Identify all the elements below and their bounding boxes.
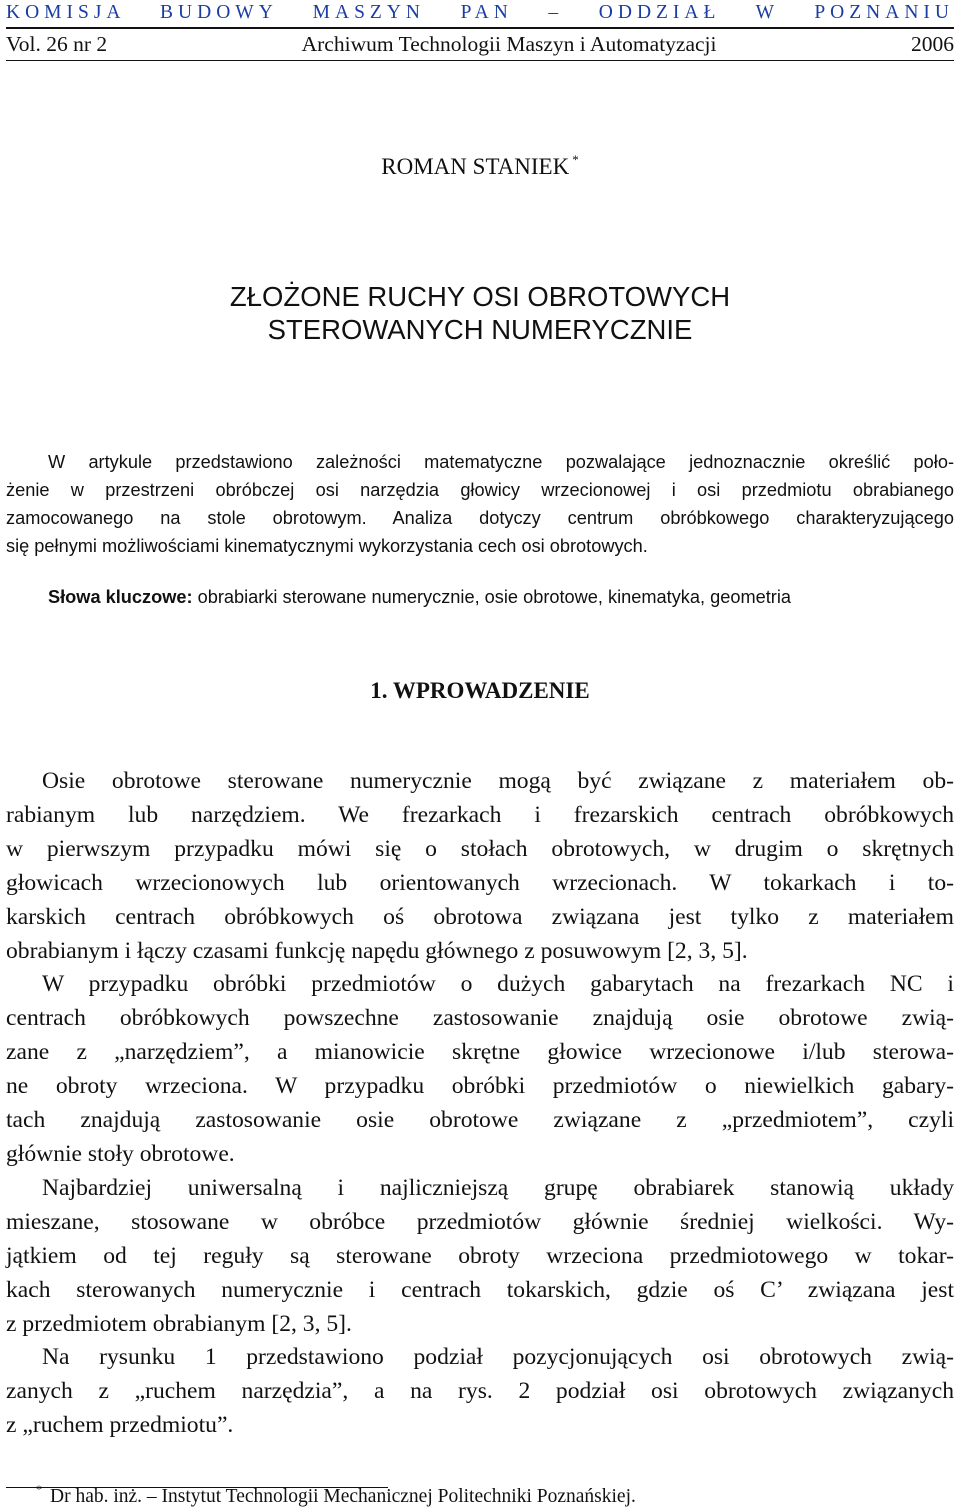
body-line: ne obroty wrzeciona. W przypadku obróbki przedmiotów o niewielkich gabary- [6, 1073, 954, 1100]
body-line: karskich centrach obróbkowych oś obrotowa związana jest tylko z materiałem [6, 903, 954, 930]
abstract-line: zamocowanego na stole obrotowym. Analiza dotyczy centrum obróbkowego charakteryzującego [6, 508, 954, 529]
abstract-line: się pełnymi możliwościami kinematycznymi wykorzystania cech osi obrotowych. [6, 536, 648, 557]
body-line: rabianym lub narzędziem. We frezarkach i frezarskich centrach obróbkowych [6, 801, 954, 828]
body-line: głowicach wrzecionowych lub orientowanych wrzecionach. W tokarkach i to- [6, 869, 954, 896]
abstract-line: W artykule przedstawiono zależności matematyczne pozwalające jednoznacznie określić poło- [48, 452, 954, 472]
title-line-2: STEROWANYCH NUMERYCZNIE [267, 314, 693, 345]
body-line: kach sterowanych numerycznie i centrach tokarskich, gdzie oś C’ związana jest [6, 1276, 954, 1303]
year-label: 2006 [910, 32, 954, 56]
header-rule [6, 27, 954, 29]
journal-header-row [6, 30, 954, 58]
body-line: centrach obróbkowych powszechne zastosowanie znajdują osie obrotowe zwią- [6, 1005, 954, 1032]
footnote [36, 1482, 636, 1508]
body-line: obrabianym i łączy czasami funkcję napędu głównego z posuwowym [2, 3, 5]. [6, 937, 748, 964]
commission-header: KOMISJA BUDOWY MASZYN PAN – ODDZIAŁ W POZNANIU [6, 2, 954, 23]
body-line: Najbardziej uniwersalną i najliczniejszą grupę obrabiarek stanowią układy [42, 1174, 954, 1201]
author-footnote-mark: * [572, 152, 579, 167]
body-line: W przypadku obróbki przedmiotów o dużych gabarytach na frezarkach NC i [42, 971, 954, 998]
abstract [6, 448, 954, 560]
body-line: Na rysunku 1 przedstawiono podział pozycjonujących osi obrotowych zwią- [42, 1344, 954, 1371]
body-line: z przedmiotem obrabianym [2, 3, 5]. [6, 1310, 352, 1337]
body-line: Osie obrotowe sterowane numerycznie mogą być związane z materiałem ob- [42, 768, 954, 794]
section-heading: 1. WPROWADZENIE [370, 678, 590, 703]
title-line-1: ZŁOŻONE RUCHY OSI OBROTOWYCH [229, 281, 731, 312]
body-line: mieszane, stosowane w obróbce przedmiotów głównie średniej wielkości. Wy- [6, 1208, 954, 1235]
paper-title [0, 280, 960, 346]
header-rule-bottom [6, 60, 954, 61]
keywords-label: Słowa kluczowe: [48, 587, 193, 607]
author-line [0, 152, 960, 180]
volume-label: Vol. 26 nr 2 [6, 32, 108, 56]
body-line: jątkiem od tej reguły są sterowane obroty wrzeciona przedmiotowego w tokar- [6, 1242, 954, 1269]
footnote-text: Dr hab. inż. – Instytut Technologii Mechanicznej Politechniki Poznańskiej. [50, 1486, 636, 1507]
body-line: tach znajdują zastosowanie osie obrotowe związane z „przedmiotem”, czyli [6, 1107, 954, 1134]
journal-name: Archiwum Technologii Maszyn i Automatyzacji [301, 32, 717, 56]
body-line: w pierwszym przypadku mówi się o stołach obrotowych, w drugim o skrętnych [6, 835, 954, 862]
footnote-mark: * [36, 1482, 42, 1496]
keywords [48, 587, 791, 608]
body-text [6, 765, 954, 1443]
abstract-line: żenie w przestrzeni obróbczej osi narzędzia głowicy wrzecionowej i osi przedmiotu obrabianego [6, 480, 954, 501]
keywords-text: obrabiarki sterowane numerycznie, osie obrotowe, kinematyka, geometria [192, 587, 791, 607]
author-name: ROMAN STANIEK [381, 154, 570, 179]
body-line: z „ruchem przedmiotu”. [6, 1412, 234, 1439]
body-line: zane z „narzędziem”, a mianowicie skrętne głowice wrzecionowe i/lub sterowa- [6, 1039, 954, 1066]
body-line: zanych z „ruchem narzędzia”, a na rys. 2 podział osi obrotowych związanych [6, 1378, 954, 1405]
body-line: głównie stoły obrotowe. [6, 1140, 235, 1167]
